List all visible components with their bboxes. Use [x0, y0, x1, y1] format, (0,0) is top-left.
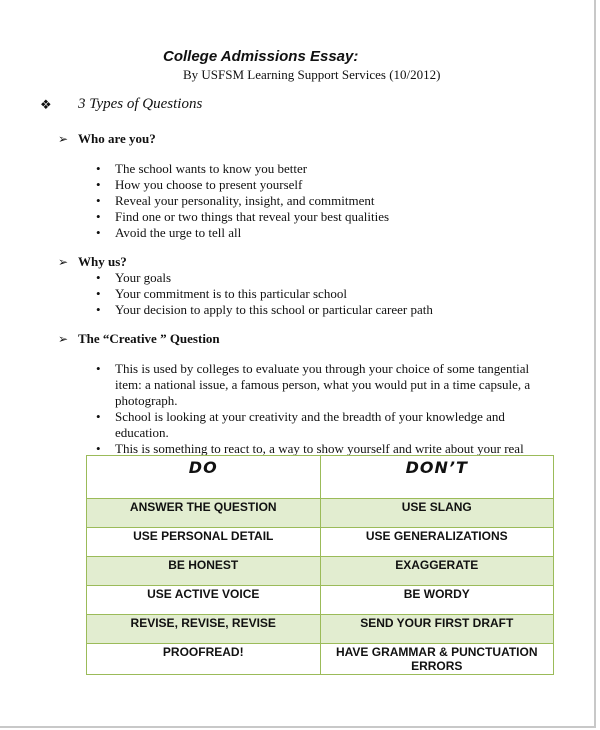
dont-cell: USE SLANG	[320, 499, 554, 528]
diamond-bullet-icon: ❖	[40, 96, 52, 112]
dont-cell: EXAGGERATE	[320, 557, 554, 586]
list-item: • Avoid the urge to tell all	[96, 225, 546, 241]
dont-cell: HAVE GRAMMAR & PUNCTUATION ERRORS	[320, 644, 554, 675]
list-item: • Your goals	[96, 270, 546, 286]
question-heading-text: The “Creative ” Question	[78, 331, 220, 346]
list-item: • School is looking at your creativity and the breadth of your knowledge and education.	[96, 409, 541, 441]
question-heading-why	[58, 254, 127, 270]
question-heading-who	[58, 131, 156, 147]
list-item: • This is used by colleges to evaluate you through your choice of some tangential item: a national issue, a famous person, what you would put in a time capsule, a photograph.	[96, 361, 541, 409]
table-row	[87, 586, 554, 615]
question-heading-text: Who are you?	[78, 131, 156, 146]
list-item: • Your decision to apply to this school or particular career path	[96, 302, 546, 318]
table-header-row	[87, 456, 554, 499]
dont-cell: BE WORDY	[320, 586, 554, 615]
list-item: • Find one or two things that reveal your best qualities	[96, 209, 546, 225]
list-item: • The school wants to know you better	[96, 161, 546, 177]
table-row	[87, 528, 554, 557]
question-heading-creative	[58, 331, 220, 347]
do-cell: BE HONEST	[87, 557, 321, 586]
arrow-bullet-icon: ➢	[58, 331, 69, 346]
dont-cell: USE GENERALIZATIONS	[320, 528, 554, 557]
do-cell: USE ACTIVE VOICE	[87, 586, 321, 615]
question-list-why	[96, 270, 546, 318]
question-heading-text: Why us?	[78, 254, 127, 269]
table-row	[87, 557, 554, 586]
dont-cell: SEND YOUR FIRST DRAFT	[320, 615, 554, 644]
table-row	[87, 644, 554, 675]
list-item: • Your commitment is to this particular school	[96, 286, 546, 302]
list-item: • Reveal your personality, insight, and commitment	[96, 193, 546, 209]
do-dont-table	[86, 455, 554, 675]
column-header-do: DO	[87, 456, 321, 499]
do-cell: PROOFREAD!	[87, 644, 321, 675]
do-cell: ANSWER THE QUESTION	[87, 499, 321, 528]
arrow-bullet-icon: ➢	[58, 131, 69, 146]
do-cell: REVISE, REVISE, REVISE	[87, 615, 321, 644]
document-subtitle: By USFSM Learning Support Services (10/2012)	[183, 67, 441, 82]
document-title: College Admissions Essay:	[163, 48, 359, 65]
question-list-who	[96, 161, 546, 241]
arrow-bullet-icon: ➢	[58, 254, 69, 269]
table-row	[87, 615, 554, 644]
column-header-dont: DON’T	[320, 456, 554, 499]
list-item: • How you choose to present yourself	[96, 177, 546, 193]
list-item: • This is something to react to, a way to show yourself and write about your real	[96, 441, 541, 473]
do-cell: USE PERSONAL DETAIL	[87, 528, 321, 557]
table-row	[87, 499, 554, 528]
section-heading	[40, 96, 202, 113]
section-heading-text: 3 Types of Questions	[78, 96, 203, 112]
